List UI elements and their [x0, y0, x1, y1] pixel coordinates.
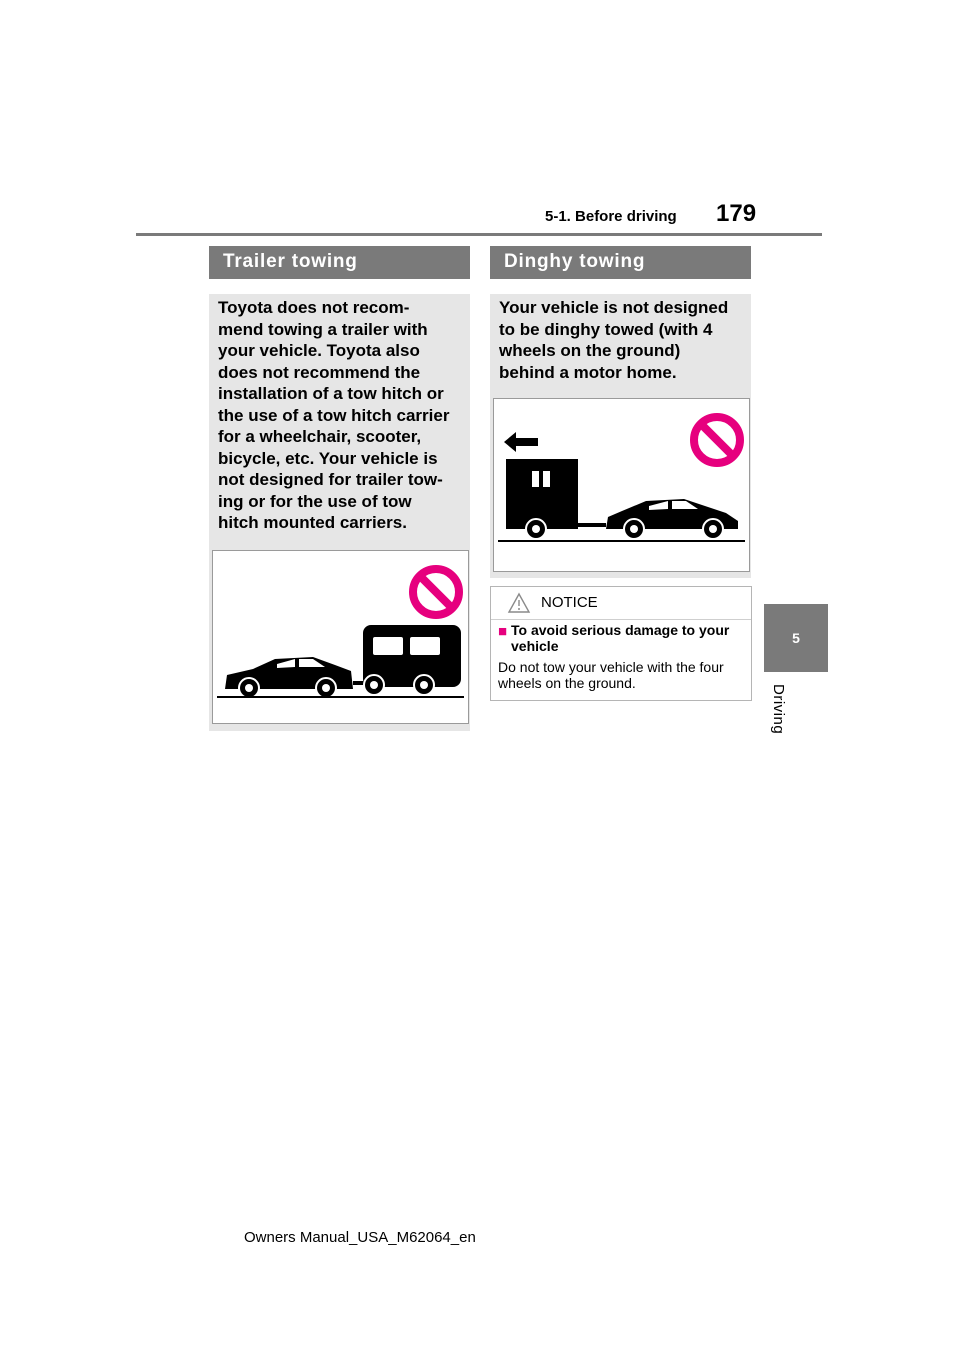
- trailer-towing-title-bar: [209, 246, 470, 279]
- prohibition-icon: [413, 569, 459, 615]
- text-line: for a wheelchair, scooter,: [218, 427, 422, 446]
- motor-home-icon: [506, 459, 578, 539]
- text-line: Toyota does not recom-: [218, 298, 410, 317]
- warning-triangle-icon: [507, 592, 531, 614]
- trailer-towing-illustration: [212, 550, 469, 724]
- text-line: not designed for trailer tow-: [218, 470, 443, 489]
- text-line: behind a motor home.: [499, 362, 677, 382]
- trailer-towing-title: Trailer towing: [223, 251, 358, 272]
- text-line: mend towing a trailer with: [218, 319, 428, 339]
- car-icon: [606, 499, 738, 539]
- square-bullet-icon: ■: [498, 623, 508, 640]
- text-line: Your vehicle is not designed: [499, 298, 729, 317]
- chapter-tab[interactable]: [764, 604, 828, 672]
- dinghy-towing-illustration: [493, 398, 750, 572]
- chapter-label: Driving: [770, 684, 787, 735]
- notice-label: NOTICE: [541, 594, 598, 611]
- page-number: 179: [716, 200, 757, 227]
- trailer-icon: [363, 625, 461, 695]
- dinghy-towing-title-bar: [490, 246, 751, 279]
- prohibition-icon: [694, 417, 740, 463]
- notice-box: [490, 586, 752, 701]
- text-line: installation of a tow hitch or: [218, 384, 444, 403]
- text-line: ing or for the use of tow: [218, 491, 412, 511]
- notice-header: [491, 587, 751, 619]
- section-title: 5-1. Before driving: [545, 208, 677, 225]
- notice-divider: [491, 619, 751, 620]
- arrow-left-icon: [504, 432, 538, 452]
- dinghy-towing-title: Dinghy towing: [504, 251, 646, 272]
- car-icon: [225, 657, 353, 698]
- chapter-number: 5: [792, 630, 800, 646]
- notice-text: Do not tow your vehicle with the four wheels on the ground.: [498, 659, 724, 691]
- header-divider: [136, 233, 822, 236]
- text-line: hitch mounted carriers.: [218, 513, 407, 532]
- dinghy-towing-text: [499, 297, 749, 383]
- text-line: bicycle, etc. Your vehicle is: [218, 448, 438, 468]
- text-line: wheels on the ground): [499, 341, 681, 360]
- text-line: the use of a tow hitch carrier: [218, 405, 450, 425]
- notice-subtitle: To avoid serious damage to your vehicle: [511, 622, 730, 654]
- text-line: your vehicle. Toyota also: [218, 341, 420, 360]
- trailer-towing-text: [218, 297, 468, 534]
- text-line: does not recommend the: [218, 362, 421, 382]
- text-line: to be dinghy towed (with 4: [499, 319, 713, 339]
- footer-document-id: Owners Manual_USA_M62064_en: [244, 1229, 476, 1246]
